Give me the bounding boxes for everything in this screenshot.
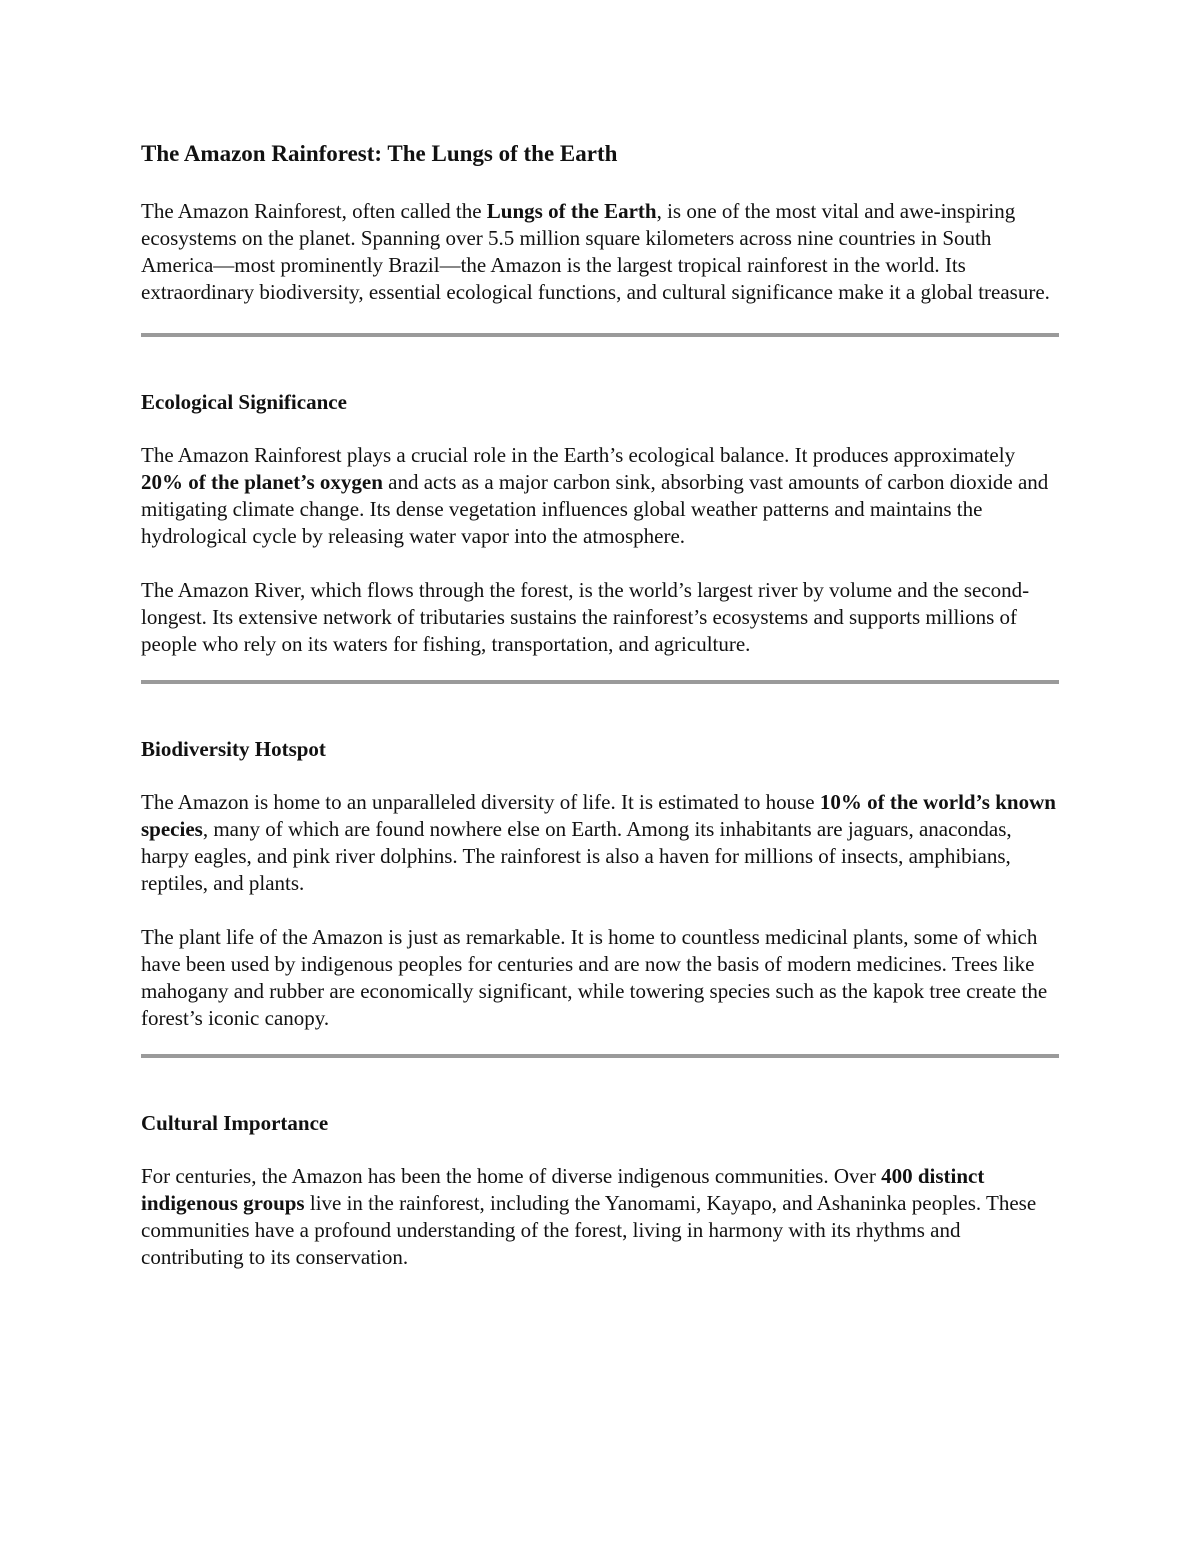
paragraph-text: and acts as a major carbon sink, absorbing vast amounts of carbon dioxide and mitigating climate change. Its dense vegetation influences global weather patterns and maintains the hydrological cycle by releasing water vapor into the atmosphere. <box>141 469 1049 548</box>
section-paragraph <box>141 924 1059 1032</box>
intro-text: , is one of the most vital and awe-inspiring ecosystems on the planet. Spanning over 5.5 million square kilometers across nine countries in South America—most prominently Brazil—the Amazon is the largest tropical rainforest in the world. Its extraordinary biodiversity, essential ecological functions, and cultural significance make it a global treasure. <box>141 198 1050 304</box>
intro-paragraph <box>141 198 1059 306</box>
document-body <box>141 140 1059 1271</box>
section-heading: Ecological Significance <box>141 389 347 414</box>
paragraph-text: The Amazon is home to an unparalleled diversity of life. It is estimated to house <box>141 789 820 814</box>
section-cultural-importance <box>141 1111 1059 1271</box>
section-paragraph <box>141 1163 1059 1271</box>
section-paragraph <box>141 577 1059 658</box>
paragraph-text: The Amazon Rainforest plays a crucial role in the Earth’s ecological balance. It produces approximately <box>141 442 1016 467</box>
section-ecological-significance <box>141 390 1059 658</box>
section-paragraph <box>141 789 1059 897</box>
paragraph-bold-phrase: 20% of the planet’s oxygen <box>141 469 383 494</box>
section-biodiversity-hotspot <box>141 737 1059 1032</box>
document-title: The Amazon Rainforest: The Lungs of the Earth <box>141 141 618 166</box>
paragraph-text: , many of which are found nowhere else on Earth. Among its inhabitants are jaguars, anacondas, harpy eagles, and pink river dolphins. The rainforest is also a haven for millions of insects, amphibians, reptiles, and plants. <box>141 816 1012 895</box>
paragraph-text: The Amazon River, which flows through the forest, is the world’s largest river by volume and the second-longest. Its extensive network of tributaries sustains the rainforest’s ecosystems and supports millions of people who rely on its waters for fishing, transportation, and agriculture. <box>141 577 1030 656</box>
section-divider <box>141 680 1059 684</box>
paragraph-text: For centuries, the Amazon has been the home of diverse indigenous communities. Over <box>141 1164 882 1189</box>
intro-text: The Amazon Rainforest, often called the <box>141 198 487 223</box>
paragraph-text: The plant life of the Amazon is just as remarkable. It is home to countless medicinal plants, some of which have been used by indigenous peoples for centuries and are now the basis of modern medicines. Trees like mahogany and rubber are economically significant, while towering species such as the kapok tree create the forest’s iconic canopy. <box>141 924 1048 1030</box>
paragraph-text: live in the rainforest, including the Yanomami, Kayapo, and Ashaninka peoples. These communities have a profound understanding of the forest, living in harmony with its rhythms and contributing to its conservation. <box>141 1191 1037 1270</box>
section-divider <box>141 333 1059 337</box>
section-heading: Biodiversity Hotspot <box>141 736 326 761</box>
paragraph-bold-phrase: 400 distinct indigenous groups <box>141 1164 985 1216</box>
section-divider <box>141 1054 1059 1058</box>
paragraph-bold-phrase: 10% of the world’s known species <box>141 789 1056 841</box>
section-paragraph <box>141 442 1059 550</box>
section-heading: Cultural Importance <box>141 1110 329 1135</box>
intro-bold-phrase: Lungs of the Earth <box>486 198 657 223</box>
